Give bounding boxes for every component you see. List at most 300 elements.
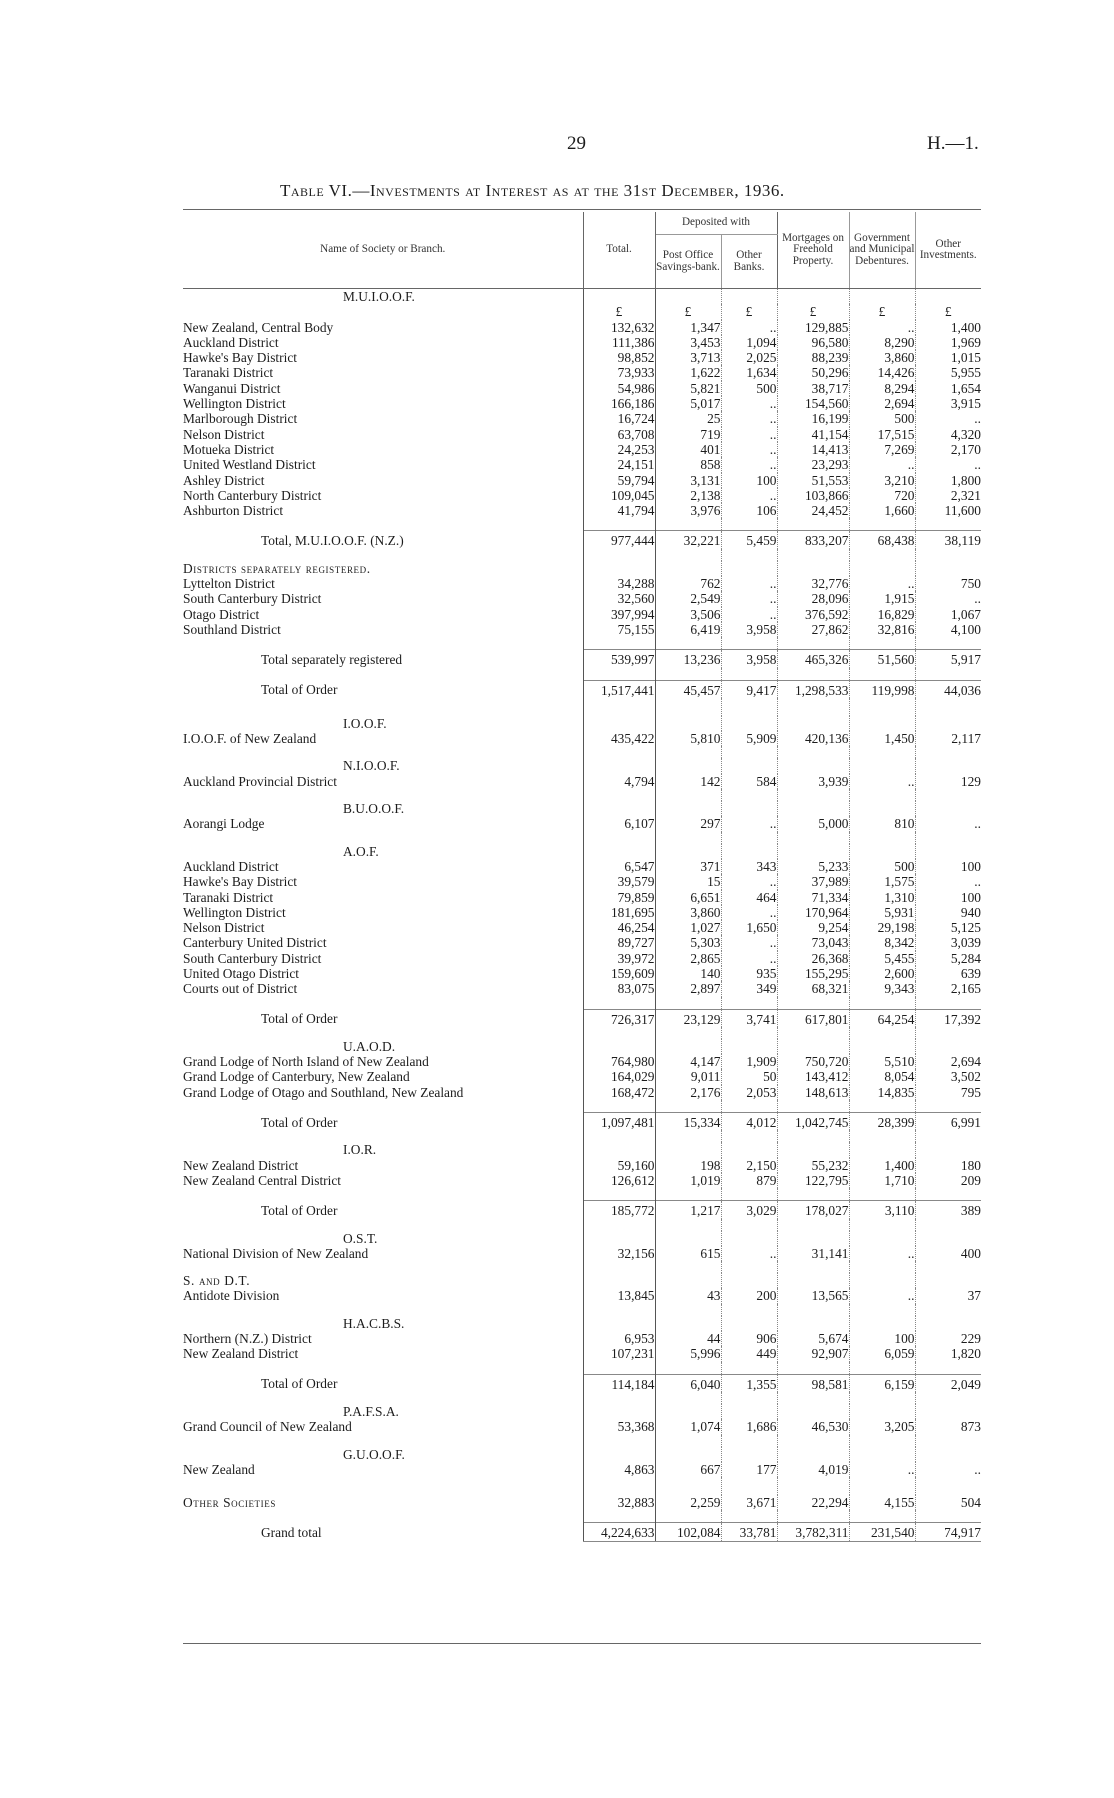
spacer-cell: [849, 549, 915, 561]
empty-cell: [777, 561, 849, 576]
empty-cell: [655, 1404, 721, 1419]
spacer-cell: [721, 746, 777, 758]
spacer-cell: [777, 746, 849, 758]
cell-other-investments: ..: [974, 874, 981, 890]
spacer-cell: [183, 637, 583, 650]
spacer-cell: [915, 1130, 981, 1142]
cell-total: 39,579: [583, 874, 655, 889]
cell-post-office: 2,897: [655, 981, 721, 996]
spacer-cell: [183, 1027, 583, 1039]
cell-other-investments: 1,820: [950, 1346, 981, 1362]
cell-total: 83,075: [583, 981, 655, 996]
cell-other-investments: ..: [974, 591, 981, 607]
spacer-cell: [915, 1304, 981, 1316]
empty-cell: [655, 561, 721, 576]
cell-post-office: 1,217: [655, 1201, 721, 1219]
cell-total: 181,695: [583, 905, 655, 920]
cell-government: 3,110: [849, 1201, 915, 1219]
cell-government: 5,455: [849, 951, 915, 966]
cell-other-banks: ..: [721, 874, 777, 889]
empty-cell: [849, 1142, 915, 1157]
cell-mortgages: 28,096: [777, 591, 849, 606]
cell-government: ..: [849, 1288, 915, 1303]
row-label-cell: [183, 396, 583, 411]
cell-other-investments: 6,991: [915, 1113, 981, 1131]
row-label-cell: [183, 1246, 583, 1261]
spacer-cell: [849, 1188, 915, 1201]
spacer-cell: [915, 668, 981, 681]
row-label: Northern (N.Z.) District: [183, 1331, 312, 1347]
row-label: New Zealand: [183, 1461, 255, 1477]
spacer-cell: [183, 1261, 583, 1273]
spacer-cell: [721, 518, 777, 531]
cell-government: ..: [849, 774, 915, 789]
spacer-cell: [777, 1261, 849, 1273]
section-heading: I.O.R.: [343, 1142, 377, 1158]
row-label: Auckland District: [183, 858, 279, 874]
spacer-row: [183, 1219, 981, 1231]
spacer-row: [183, 1477, 981, 1495]
empty-cell: [849, 716, 915, 731]
section-heading-row: [183, 1447, 981, 1462]
table-row: [183, 591, 981, 606]
cell-other-banks: 464: [721, 890, 777, 905]
row-label-cell: [183, 442, 583, 457]
cell-government: 51,560: [849, 650, 915, 668]
table-row: [183, 473, 981, 488]
cell-government: 500: [849, 859, 915, 874]
spacer-row: [183, 1435, 981, 1447]
cell-other-banks: ..: [721, 411, 777, 426]
row-label-cell: [183, 816, 583, 831]
cell-post-office: 44: [655, 1331, 721, 1346]
cell-other-banks: 5,459: [721, 531, 777, 549]
table-row: [183, 1158, 981, 1173]
row-label-cell: [183, 576, 583, 591]
spacer-cell: [849, 637, 915, 650]
spacer-cell: [915, 637, 981, 650]
table-row: [183, 411, 981, 426]
spacer-cell: [183, 1510, 583, 1523]
spacer-cell: [655, 1027, 721, 1039]
empty-cell: [721, 1231, 777, 1246]
cell-post-office: 13,236: [655, 650, 721, 668]
section-heading-row: [183, 1273, 981, 1288]
cell-mortgages: 103,866: [777, 488, 849, 503]
spacer-cell: [183, 997, 583, 1010]
cell-other-investments: ..: [974, 411, 981, 427]
cell-government: 7,269: [849, 442, 915, 457]
row-label-cell: [183, 488, 583, 503]
cell-mortgages: 122,795: [777, 1173, 849, 1188]
cell-other-banks: ..: [721, 935, 777, 950]
cell-other-banks: ..: [721, 607, 777, 622]
spacer-row: [183, 1261, 981, 1273]
cell-other-investments: 4,100: [950, 621, 981, 637]
table-row: [183, 874, 981, 889]
cell-other-investments: 4,320: [950, 426, 981, 442]
spacer-cell: [777, 1477, 849, 1495]
cell-other-banks: 1,094: [721, 335, 777, 350]
cell-mortgages: 23,293: [777, 457, 849, 472]
empty-cell: [849, 1404, 915, 1419]
spacer-cell: [777, 518, 849, 531]
cell-other-investments: 504: [960, 1495, 981, 1511]
row-label: Hawke's Bay District: [183, 874, 297, 890]
empty-cell: [915, 844, 981, 859]
cell-other-banks: 1,650: [721, 920, 777, 935]
spacer-cell: [721, 1027, 777, 1039]
cell-government: 68,438: [849, 531, 915, 549]
cell-post-office: 5,303: [655, 935, 721, 950]
cell-mortgages: 38,717: [777, 381, 849, 396]
spacer-cell: [583, 1261, 655, 1273]
subtotal-row: [183, 531, 981, 549]
cell-total: 75,155: [583, 622, 655, 637]
row-label-cell: [183, 731, 583, 746]
cell-other-banks: ..: [721, 591, 777, 606]
row-label: Total of Order: [261, 1114, 338, 1130]
cell-government: 1,400: [849, 1158, 915, 1173]
table-row: [183, 1173, 981, 1188]
cell-government: 1,575: [849, 874, 915, 889]
cell-mortgages: 178,027: [777, 1201, 849, 1219]
bottom-rule: [183, 1643, 981, 1644]
cell-other-investments: 74,917: [915, 1523, 981, 1541]
cell-other-investments: 229: [960, 1331, 981, 1347]
row-label-cell: [183, 1085, 583, 1100]
spacer-cell: [583, 1130, 655, 1142]
spacer-cell: [915, 789, 981, 801]
cell-total: 59,794: [583, 473, 655, 488]
row-label: Ashley District: [183, 472, 265, 488]
empty-cell: [915, 1039, 981, 1054]
row-label-cell: [183, 320, 583, 335]
cell-government: 1,660: [849, 503, 915, 518]
spacer-cell: [915, 1392, 981, 1404]
spacer-cell: [583, 1100, 655, 1113]
cell-post-office: 667: [655, 1462, 721, 1477]
cell-other-banks: 1,355: [721, 1374, 777, 1392]
cell-mortgages: 750,720: [777, 1054, 849, 1069]
empty-cell: [915, 801, 981, 816]
cell-total: 435,422: [583, 731, 655, 746]
cell-post-office: 297: [655, 816, 721, 831]
cell-mortgages: 32,776: [777, 576, 849, 591]
cell-mortgages: £: [777, 304, 849, 319]
cell-post-office: 3,713: [655, 350, 721, 365]
cell-mortgages: 71,334: [777, 890, 849, 905]
section-heading: P.A.F.S.A.: [343, 1403, 399, 1419]
row-label-cell: [183, 381, 583, 396]
cell-other-banks: ..: [721, 905, 777, 920]
spacer-cell: [655, 1188, 721, 1201]
empty-cell: [777, 801, 849, 816]
unit-label-cell: [183, 304, 583, 319]
cell-government: 1,450: [849, 731, 915, 746]
spacer-cell: [721, 1510, 777, 1523]
cell-other-investments: 795: [960, 1084, 981, 1100]
section-heading: I.O.O.F.: [343, 715, 387, 731]
spacer-cell: [583, 698, 655, 716]
row-label: New Zealand Central District: [183, 1172, 342, 1188]
spacer-cell: [915, 1219, 981, 1231]
row-label: New Zealand District: [183, 1346, 299, 1362]
row-label: Grand Lodge of Otago and Southland, New Zealand: [183, 1084, 464, 1100]
spacer-cell: [583, 518, 655, 531]
row-label-cell: [183, 503, 583, 518]
spacer-cell: [721, 1130, 777, 1142]
cell-total: 4,224,633: [583, 1523, 655, 1541]
spacer-cell: [777, 1027, 849, 1039]
cell-government: 3,860: [849, 350, 915, 365]
row-label: Total separately registered: [261, 651, 403, 667]
cell-total: 764,980: [583, 1054, 655, 1069]
spacer-cell: [777, 789, 849, 801]
row-label: Canterbury United District: [183, 935, 327, 951]
row-label-cell: [183, 365, 583, 380]
spacer-cell: [583, 1304, 655, 1316]
cell-post-office: 6,419: [655, 622, 721, 637]
row-label: Marlborough District: [183, 411, 298, 427]
empty-cell: [777, 1039, 849, 1054]
cell-mortgages: 26,368: [777, 951, 849, 966]
row-label: Total of Order: [261, 1011, 338, 1027]
cell-other-investments: 2,170: [950, 441, 981, 457]
cell-mortgages: 37,989: [777, 874, 849, 889]
empty-cell: [777, 1447, 849, 1462]
spacer-cell: [721, 668, 777, 681]
table-row: [183, 320, 981, 335]
row-label: Total of Order: [261, 1376, 338, 1392]
cell-total: 89,727: [583, 935, 655, 950]
empty-cell: [777, 1273, 849, 1288]
unit-row: [183, 304, 981, 319]
spacer-cell: [915, 698, 981, 716]
row-label: Otago District: [183, 606, 260, 622]
cell-other-banks: 3,741: [721, 1009, 777, 1027]
spacer-cell: [849, 1435, 915, 1447]
row-label-cell: [183, 591, 583, 606]
spacer-cell: [721, 997, 777, 1010]
empty-cell: [721, 1039, 777, 1054]
empty-cell: [583, 1447, 655, 1462]
table-row: [183, 1288, 981, 1303]
spacer-cell: [655, 746, 721, 758]
row-label: Taranaki District: [183, 365, 274, 381]
section-heading: M.U.I.O.O.F.: [343, 289, 415, 304]
cell-other-banks: 449: [721, 1346, 777, 1361]
cell-other-investments: 5,917: [915, 650, 981, 668]
table-title: Table VI.—Investments at Interest as at the 31st December, 1936.: [280, 181, 785, 200]
cell-other-investments: 2,321: [950, 487, 981, 503]
spacer-cell: [849, 997, 915, 1010]
section-heading: Districts separately registered.: [183, 560, 371, 576]
spacer-cell: [915, 518, 981, 531]
spacer-cell: [915, 549, 981, 561]
row-label: Southland District: [183, 621, 281, 637]
table-row: [183, 981, 981, 996]
spacer-cell: [849, 1304, 915, 1316]
cell-total: 107,231: [583, 1346, 655, 1361]
cell-other-investments: 100: [960, 889, 981, 905]
row-label-cell: [183, 335, 583, 350]
empty-cell: [777, 758, 849, 773]
spacer-cell: [915, 1100, 981, 1113]
spacer-cell: [183, 1435, 583, 1447]
table-row: [183, 1085, 981, 1100]
row-label-cell: [183, 411, 583, 426]
cell-mortgages: 155,295: [777, 966, 849, 981]
cell-other-banks: 177: [721, 1462, 777, 1477]
cell-mortgages: 73,043: [777, 935, 849, 950]
row-label: New Zealand, Central Body: [183, 319, 334, 335]
spacer-cell: [849, 668, 915, 681]
row-label: Ashburton District: [183, 503, 284, 519]
row-label: Courts out of District: [183, 981, 298, 997]
row-label-cell: [183, 1346, 583, 1361]
empty-cell: [721, 758, 777, 773]
spacer-cell: [183, 1304, 583, 1316]
spacer-cell: [655, 549, 721, 561]
row-label-cell: [183, 473, 583, 488]
spacer-cell: [915, 1435, 981, 1447]
cell-other-investments: 389: [915, 1201, 981, 1219]
cell-mortgages: 14,413: [777, 442, 849, 457]
spacer-cell: [777, 698, 849, 716]
cell-total: 39,972: [583, 951, 655, 966]
empty-cell: [583, 844, 655, 859]
spacer-cell: [655, 997, 721, 1010]
column-header-other-banks: Other Banks.: [721, 235, 777, 289]
empty-cell: [721, 289, 777, 305]
empty-cell: [655, 1273, 721, 1288]
row-label-cell: [183, 920, 583, 935]
cell-post-office: 858: [655, 457, 721, 472]
spacer-cell: [655, 1435, 721, 1447]
cell-government: 8,054: [849, 1069, 915, 1084]
section-heading-row: [183, 1142, 981, 1157]
row-label-cell: [183, 981, 583, 996]
table-row: [183, 427, 981, 442]
cell-government: ..: [849, 457, 915, 472]
section-heading-row: [183, 1231, 981, 1246]
spacer-cell: [583, 1362, 655, 1375]
cell-other-banks: 935: [721, 966, 777, 981]
cell-mortgages: 16,199: [777, 411, 849, 426]
empty-cell: [583, 1273, 655, 1288]
cell-other-investments: 940: [960, 904, 981, 920]
cell-mortgages: 98,581: [777, 1374, 849, 1392]
cell-other-banks: ..: [721, 1246, 777, 1261]
cell-mortgages: 68,321: [777, 981, 849, 996]
section-heading: S. and D.T.: [183, 1273, 251, 1289]
cell-total: 32,560: [583, 591, 655, 606]
spacer-cell: [183, 1188, 583, 1201]
empty-cell: [655, 716, 721, 731]
row-label: Grand Lodge of North Island of New Zealand: [183, 1054, 429, 1070]
spacer-cell: [849, 698, 915, 716]
cell-post-office: 2,549: [655, 591, 721, 606]
cell-total: 132,632: [583, 320, 655, 335]
spacer-cell: [721, 1392, 777, 1404]
spacer-cell: [655, 1362, 721, 1375]
table-row: [183, 890, 981, 905]
cell-post-office: 3,131: [655, 473, 721, 488]
spacer-cell: [849, 1100, 915, 1113]
spacer-cell: [721, 698, 777, 716]
cell-other-banks: 3,958: [721, 650, 777, 668]
spacer-cell: [915, 832, 981, 844]
cell-government: ..: [849, 576, 915, 591]
row-label: Grand total: [261, 1525, 322, 1541]
cell-government: 1,915: [849, 591, 915, 606]
empty-cell: [583, 561, 655, 576]
row-label-cell: [183, 890, 583, 905]
cell-total: 397,994: [583, 607, 655, 622]
spacer-cell: [849, 832, 915, 844]
cell-total: 13,845: [583, 1288, 655, 1303]
cell-government: 500: [849, 411, 915, 426]
spacer-cell: [183, 698, 583, 716]
spacer-cell: [183, 789, 583, 801]
table-row: [183, 1069, 981, 1084]
cell-government: £: [849, 304, 915, 319]
cell-other-investments: 2,694: [950, 1054, 981, 1070]
section-heading-row: [183, 716, 981, 731]
empty-cell: [655, 801, 721, 816]
spacer-cell: [183, 668, 583, 681]
spacer-cell: [777, 1219, 849, 1231]
spacer-cell: [655, 1477, 721, 1495]
spacer-cell: [583, 1219, 655, 1231]
spacer-row: [183, 789, 981, 801]
cell-other-banks: 879: [721, 1173, 777, 1188]
cell-other-banks: 100: [721, 473, 777, 488]
spacer-cell: [655, 1100, 721, 1113]
cell-mortgages: 833,207: [777, 531, 849, 549]
subtotal-row: [183, 1009, 981, 1027]
spacer-cell: [183, 549, 583, 561]
empty-cell: [849, 1316, 915, 1331]
spacer-cell: [583, 1510, 655, 1523]
cell-post-office: 1,019: [655, 1173, 721, 1188]
empty-cell: [915, 289, 981, 305]
section-heading-row: [183, 801, 981, 816]
row-label: United Otago District: [183, 965, 300, 981]
cell-other-banks: 5,909: [721, 731, 777, 746]
cell-total: 1,517,441: [583, 680, 655, 698]
cell-other-investments: 180: [960, 1157, 981, 1173]
cell-post-office: 719: [655, 427, 721, 442]
cell-mortgages: 376,592: [777, 607, 849, 622]
cell-other-investments: ..: [974, 1461, 981, 1477]
empty-cell: [915, 1316, 981, 1331]
spacer-cell: [777, 997, 849, 1010]
cell-government: 8,342: [849, 935, 915, 950]
cell-other-banks: 3,029: [721, 1201, 777, 1219]
cell-post-office: £: [655, 304, 721, 319]
spacer-row: [183, 668, 981, 681]
cell-other-investments: ..: [974, 457, 981, 473]
cell-total: 54,986: [583, 381, 655, 396]
column-header-mortgages: Mortgages on Freehold Property.: [777, 212, 849, 289]
cell-government: 64,254: [849, 1009, 915, 1027]
empty-cell: [849, 801, 915, 816]
cell-government: 720: [849, 488, 915, 503]
cell-total: 4,794: [583, 774, 655, 789]
cell-post-office: 25: [655, 411, 721, 426]
